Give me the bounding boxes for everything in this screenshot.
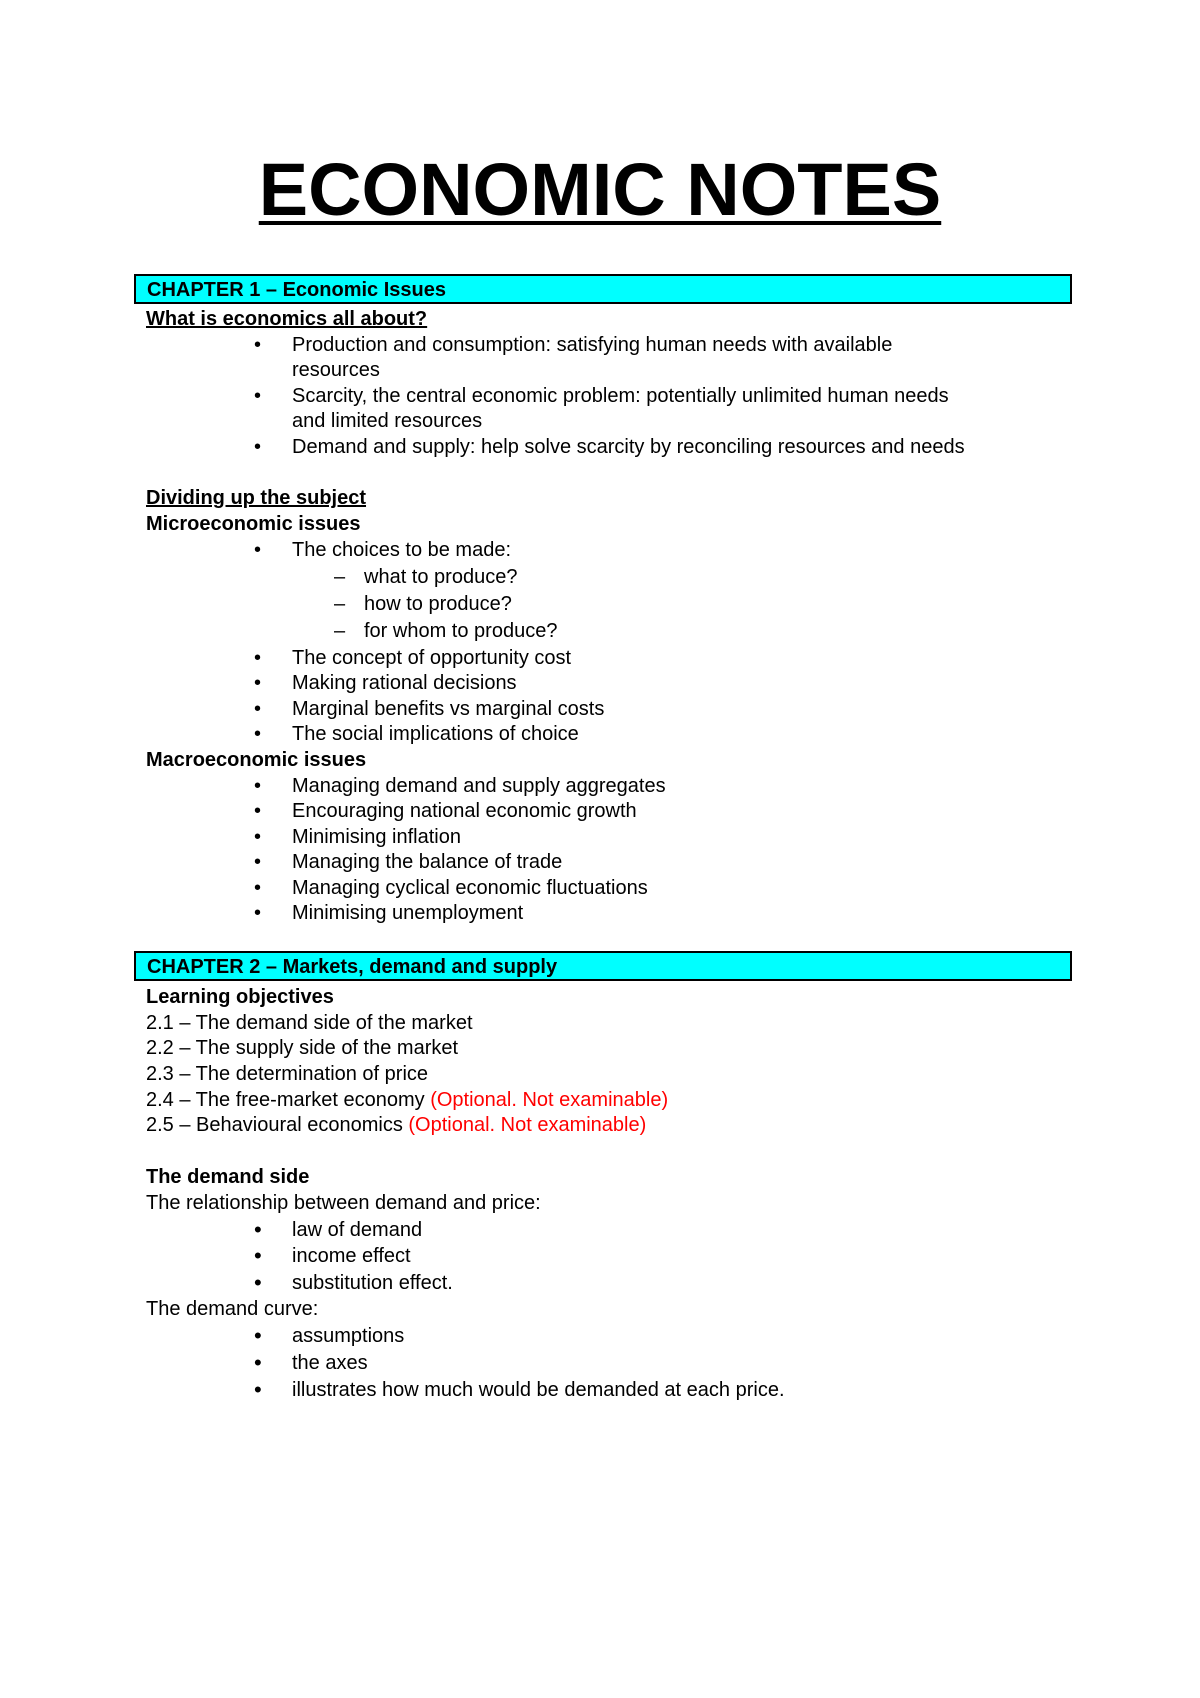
bullet-icon: • — [254, 672, 262, 694]
relationship-text: The relationship between demand and price: — [146, 1192, 541, 1214]
bullet-icon: • — [254, 1350, 262, 1375]
objective-text: 2.2 – The supply side of the market — [146, 1037, 459, 1059]
bullet-icon: • — [254, 1270, 262, 1295]
list-item: The social implications of choice — [292, 723, 579, 745]
bullet-icon: • — [254, 902, 262, 924]
bullet-icon: • — [254, 1243, 262, 1268]
bullet-icon: • — [254, 1377, 262, 1402]
objective-item — [146, 1062, 428, 1086]
bullet-icon: • — [254, 851, 262, 873]
bullet-icon: • — [254, 877, 262, 899]
list-item: Minimising inflation — [292, 826, 461, 848]
what-is-economics-heading: What is economics all about? — [146, 308, 428, 330]
list-item: Demand and supply: help solve scarcity by reconciling resources and needs — [292, 436, 965, 458]
dash-icon: – — [334, 620, 346, 642]
document-title: ECONOMIC NOTES — [258, 148, 942, 231]
bullet-icon: • — [254, 800, 262, 822]
bullet-icon: • — [254, 698, 262, 720]
list-item: Minimising unemployment — [292, 902, 524, 924]
list-item: Production and consumption: satisfying human needs with available — [292, 334, 893, 356]
list-item-continuation: and limited resources — [292, 410, 483, 432]
list-item: the axes — [292, 1352, 368, 1374]
demand-curve-text: The demand curve: — [146, 1298, 319, 1320]
list-item: Making rational decisions — [292, 672, 517, 694]
microeconomic-heading: Microeconomic issues — [146, 513, 361, 535]
optional-note: (Optional. Not examinable) — [408, 1114, 647, 1136]
chapter-1-header: CHAPTER 1 – Economic Issues — [134, 274, 1072, 304]
objective-item — [146, 1036, 458, 1060]
optional-note: (Optional. Not examinable) — [430, 1089, 669, 1111]
bullet-icon: • — [254, 826, 262, 848]
objective-item — [146, 1011, 473, 1035]
chapter-2-header: CHAPTER 2 – Markets, demand and supply — [134, 951, 1072, 981]
dividing-subject-heading: Dividing up the subject — [146, 487, 367, 509]
list-item: assumptions — [292, 1325, 405, 1347]
objective-text: 2.3 – The determination of price — [146, 1063, 429, 1085]
sub-list-item: for whom to produce? — [364, 620, 558, 642]
bullet-icon: • — [254, 334, 262, 356]
bullet-icon: • — [254, 385, 262, 407]
list-item: law of demand — [292, 1219, 423, 1241]
list-item: The concept of opportunity cost — [292, 647, 572, 669]
bullet-icon: • — [254, 539, 262, 561]
dash-icon: – — [334, 566, 346, 588]
bullet-icon: • — [254, 723, 262, 745]
bullet-icon: • — [254, 436, 262, 458]
sub-list-item: what to produce? — [364, 566, 518, 588]
list-item-continuation: resources — [292, 359, 380, 381]
list-item: Managing cyclical economic fluctuations — [292, 877, 648, 899]
list-item: Managing demand and supply aggregates — [292, 775, 666, 797]
list-item: Scarcity, the central economic problem: potentially unlimited human needs — [292, 385, 949, 407]
list-item: Encouraging national economic growth — [292, 800, 637, 822]
objective-text: 2.5 – Behavioural economics — [146, 1114, 409, 1136]
objective-text: 2.1 – The demand side of the market — [146, 1012, 473, 1034]
objective-item — [146, 1088, 668, 1112]
bullet-icon: • — [254, 775, 262, 797]
bullet-icon: • — [254, 647, 262, 669]
list-item: substitution effect. — [292, 1272, 453, 1294]
list-item: income effect — [292, 1245, 411, 1267]
objective-text: 2.4 – The free-market economy — [146, 1089, 431, 1111]
objective-item — [146, 1113, 646, 1137]
list-item: illustrates how much would be demanded at each price. — [292, 1379, 785, 1401]
list-item: The choices to be made: — [292, 539, 512, 561]
demand-side-heading: The demand side — [146, 1166, 310, 1188]
list-item: Managing the balance of trade — [292, 851, 563, 873]
learning-objectives-heading: Learning objectives — [146, 986, 334, 1008]
bullet-icon: • — [254, 1217, 262, 1242]
macroeconomic-heading: Macroeconomic issues — [146, 749, 367, 771]
dash-icon: – — [334, 593, 346, 615]
sub-list-item: how to produce? — [364, 593, 512, 615]
list-item: Marginal benefits vs marginal costs — [292, 698, 605, 720]
bullet-icon: • — [254, 1323, 262, 1348]
